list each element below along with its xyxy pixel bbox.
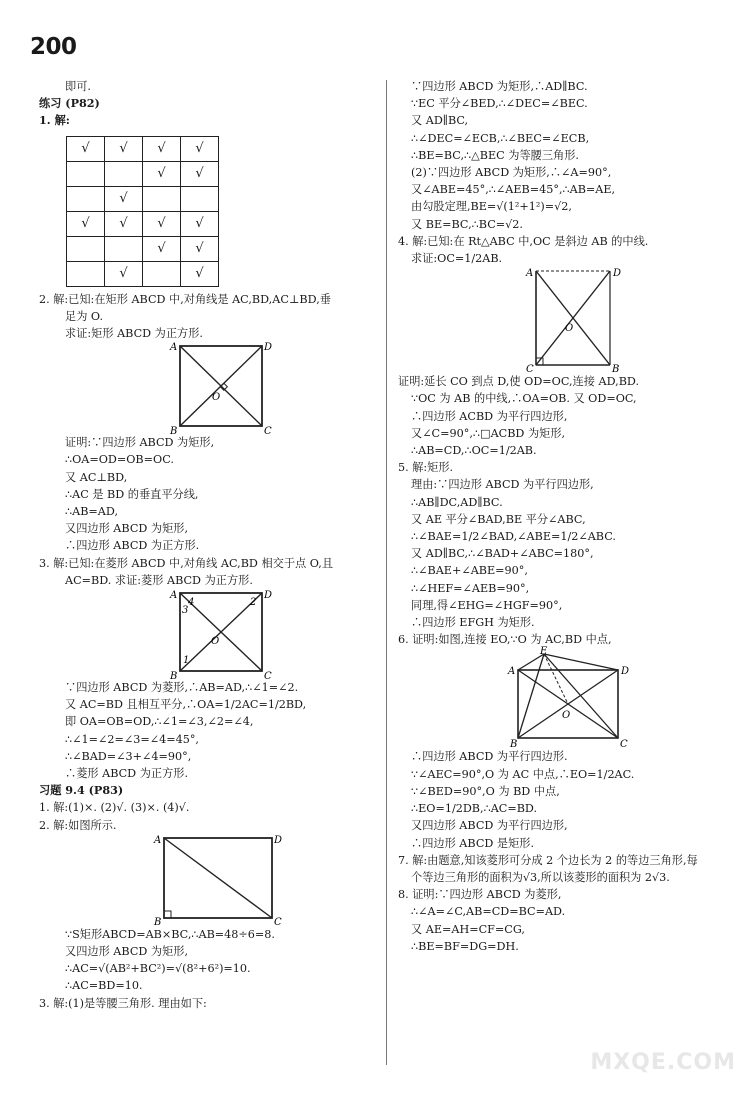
grid-cell: √	[181, 261, 219, 286]
vertex-label: D	[264, 342, 273, 354]
problem-text: 8. 证明:∵四边形 ABCD 为菱形,	[398, 888, 562, 902]
grid-cell: √	[181, 236, 219, 261]
problem-text: 5. 解:矩形.	[398, 461, 454, 475]
center-label: O	[212, 392, 221, 404]
section-heading: 习题 9.4 (P83)	[39, 783, 124, 798]
angle-label: 4	[188, 597, 195, 609]
grid-row	[67, 186, 219, 211]
text-line: ∴∠A=∠C,AB=CD=BC=AD.	[411, 905, 566, 919]
grid-cell	[67, 161, 105, 186]
text-line: 又 AC=BD 且相互平分,∴OA=1/2AC=1/2BD,	[65, 698, 307, 712]
problem-number: 1. 解:	[39, 113, 70, 128]
text-line: ∴AB∥DC,AD∥BC.	[411, 495, 503, 509]
text-line: ∴∠BAE=1/2∠BAD,∠ABE=1/2∠ABC.	[411, 530, 616, 544]
text-line: AC=BD. 求证:菱形 ABCD 为正方形.	[65, 573, 253, 587]
text-line: 又 AE=AH=CF=CG,	[411, 922, 525, 936]
text-line: ∴EO=1/2DB,∴AC=BD.	[411, 802, 538, 816]
grid-cell: √	[105, 186, 143, 211]
angle-label: 2	[250, 597, 257, 609]
text-line: 即 OA=OB=OD,∴∠1=∠3,∠2=∠4,	[65, 715, 254, 729]
vertex-label: D	[264, 590, 273, 602]
text-line: ∵四边形 ABCD 为矩形,∴AD∥BC.	[411, 80, 588, 93]
center-label: O	[562, 710, 571, 722]
grid-cell: √	[181, 161, 219, 186]
grid-row	[67, 136, 219, 161]
text-line: 由勾股定理,BE=√(1²+1²)=√2,	[411, 200, 572, 214]
text-line: ∵EC 平分∠BED,∴∠DEC=∠BEC.	[411, 97, 588, 111]
vertex-label: B	[170, 426, 178, 438]
text-line: 即可.	[65, 80, 91, 93]
center-label: O	[565, 323, 574, 335]
text-line: 又 BE=BC,∴BC=√2.	[411, 217, 523, 231]
problem-text: 2. 解:已知:在矩形 ABCD 中,对角线是 AC,BD,AC⊥BD,垂	[39, 292, 331, 306]
text-line: 个等边三角形的面积为√3,所以该菱形的面积为 2√3.	[411, 870, 670, 884]
text-line: ∵四边形 ABCD 为菱形,∴AB=AD,∴∠1=∠2.	[65, 681, 299, 695]
left-column	[39, 78, 378, 1012]
vertex-label: C	[526, 364, 534, 376]
text-line: 又 AD∥BC,∴∠BAD+∠ABC=180°,	[411, 547, 594, 561]
vertex-label: C	[264, 671, 272, 683]
vertex-label: E	[540, 646, 548, 658]
text-line: 同理,得∠EHG=∠HGF=90°,	[411, 598, 563, 612]
problem-text: 3. 解:已知:在菱形 ABCD 中,对角线 AC,BD 相交于点 O,且	[39, 556, 334, 570]
text-line: 又四边形 ABCD 为矩形,	[65, 945, 189, 959]
grid-cell	[67, 261, 105, 286]
grid-cell	[143, 186, 181, 211]
text-line: ∴∠BAD=∠3+∠4=90°,	[65, 749, 192, 763]
angle-label: 3	[182, 605, 189, 617]
grid-cell: √	[143, 136, 181, 161]
text-line: 又∠C=90°,∴□ACBD 为矩形,	[411, 426, 566, 440]
text-line: ∴AC 是 BD 的垂直平分线,	[65, 487, 199, 501]
text-line: ∴∠DEC=∠ECB,∴∠BEC=∠ECB,	[411, 131, 590, 145]
text-line: ∵OC 为 AB 的中线,∴OA=OB. 又 OD=OC,	[411, 392, 637, 406]
vertex-label: D	[621, 666, 630, 678]
text-line: ∴AC=BD=10.	[65, 979, 143, 993]
vertex-label: A	[508, 666, 516, 678]
text-line: 又四边形 ABCD 为矩形,	[65, 522, 189, 536]
text-line: ∴菱形 ABCD 为正方形.	[65, 767, 189, 781]
square-diagram-1	[170, 342, 378, 438]
text-line: 足为 O.	[65, 309, 104, 323]
grid-row	[67, 261, 219, 286]
text-line: ∴四边形 EFGH 为矩形.	[411, 616, 535, 630]
problem-text: 4. 解:已知:在 Rt△ABC 中,OC 是斜边 AB 的中线.	[398, 234, 649, 248]
grid-cell: √	[181, 136, 219, 161]
vertex-label: C	[264, 426, 272, 438]
vertex-label: C	[274, 916, 282, 928]
vertex-label: B	[170, 671, 178, 683]
grid-cell: √	[67, 211, 105, 236]
center-label: O	[211, 636, 220, 648]
text-line: 又 AD∥BC,	[411, 114, 469, 128]
grid-row	[67, 211, 219, 236]
square-diagram-2	[170, 589, 378, 683]
text-line: ∵∠AEC=90°,O 为 AC 中点,∴EO=1/2AC.	[411, 767, 635, 781]
text-line: ∴AC=√(AB²+BC²)=√(8²+6²)=10.	[65, 962, 251, 976]
text-line: ∴BE=BC,∴△BEC 为等腰三角形.	[411, 148, 579, 162]
vertex-label: A	[154, 834, 162, 846]
grid-cell	[181, 186, 219, 211]
text-line: 又四边形 ABCD 为平行四边形,	[411, 819, 568, 833]
vertex-label: B	[154, 916, 162, 928]
grid-row	[67, 161, 219, 186]
watermark-logo	[570, 1005, 740, 1075]
grid-cell	[105, 161, 143, 186]
column-divider	[386, 80, 387, 1065]
grid-cell	[67, 186, 105, 211]
text-line: 又 AC⊥BD,	[65, 470, 128, 484]
problem-text: 2. 解:如图所示.	[39, 818, 117, 832]
right-triangle-diagram	[526, 267, 728, 376]
problem-text: 3. 解:(1)是等腰三角形. 理由如下:	[39, 996, 207, 1010]
text-line: 求证:OC=1/2AB.	[411, 252, 503, 266]
right-column	[398, 78, 728, 955]
text-line: 证明:延长 CO 到点 D,使 OD=OC,连接 AD,BD.	[398, 375, 640, 389]
text-line: 理由:∵四边形 ABCD 为平行四边形,	[411, 478, 594, 492]
watermark-text: MXQE.COM	[590, 1050, 736, 1075]
grid-cell: √	[181, 211, 219, 236]
text-line: ∴四边形 ABCD 为正方形.	[65, 539, 200, 553]
text-line: (2)∵四边形 ABCD 为矩形,∴∠A=90°,	[411, 166, 612, 180]
grid-cell: √	[105, 136, 143, 161]
vertex-label: D	[613, 268, 622, 280]
vertex-label: A	[170, 590, 178, 602]
vertex-label: D	[274, 834, 283, 846]
quadrilateral-diagram	[502, 646, 728, 751]
text-line: ∴∠HEF=∠AEB=90°,	[411, 581, 530, 595]
vertex-label: C	[620, 739, 628, 751]
grid-cell: √	[67, 136, 105, 161]
grid-cell: √	[143, 211, 181, 236]
vertex-label: A	[526, 268, 534, 280]
grid-cell: √	[143, 161, 181, 186]
text-line: ∴四边形 ACBD 为平行四边形,	[411, 409, 568, 423]
text-line: ∴四边形 ABCD 为平行四边形.	[411, 750, 568, 764]
text-line: ∴∠BAE+∠ABE=90°,	[411, 564, 528, 578]
text-line: 证明:∵四边形 ABCD 为矩形,	[65, 436, 215, 450]
vertex-label: B	[612, 364, 620, 376]
section-heading: 练习 (P82)	[39, 96, 100, 111]
grid-cell: √	[105, 261, 143, 286]
text-line: ∴OA=OD=OB=OC.	[65, 453, 174, 467]
text-line: ∵∠BED=90°,O 为 BD 中点,	[411, 784, 560, 798]
text-line: ∴四边形 ABCD 是矩形.	[411, 836, 535, 850]
grid-cell	[143, 261, 181, 286]
text-line: 求证:矩形 ABCD 为正方形.	[65, 327, 203, 341]
grid-row	[67, 236, 219, 261]
grid-cell	[105, 236, 143, 261]
text-line: ∴AB=CD,∴OC=1/2AB.	[411, 444, 537, 458]
text-line: 又 AE 平分∠BAD,BE 平分∠ABC,	[411, 512, 586, 526]
text-line: ∴∠1=∠2=∠3=∠4=45°,	[65, 732, 199, 746]
vertex-label: A	[170, 342, 178, 354]
text-line: ∴AB=AD,	[65, 505, 118, 519]
text-line: ∴BE=BF=DG=DH.	[411, 939, 519, 953]
answer-grid	[66, 136, 219, 287]
vertex-label: B	[510, 739, 518, 751]
page-number: 200	[30, 34, 77, 60]
problem-text: 7. 解:由题意,知该菱形可分成 2 个边长为 2 的等边三角形,每	[398, 853, 698, 867]
problem-text: 1. 解:(1)×. (2)√. (3)×. (4)√.	[39, 801, 190, 815]
rectangle-diagram	[152, 834, 378, 926]
grid-cell: √	[143, 236, 181, 261]
grid-cell	[67, 236, 105, 261]
grid-cell: √	[105, 211, 143, 236]
text-line: ∵S矩形ABCD=AB×BC,∴AB=48÷6=8.	[65, 927, 275, 941]
text-line: 又∠ABE=45°,∴∠AEB=45°,∴AB=AE,	[411, 183, 616, 197]
angle-label: 1	[183, 655, 190, 667]
problem-text: 6. 证明:如图,连接 EO,∵O 为 AC,BD 中点,	[398, 633, 612, 647]
